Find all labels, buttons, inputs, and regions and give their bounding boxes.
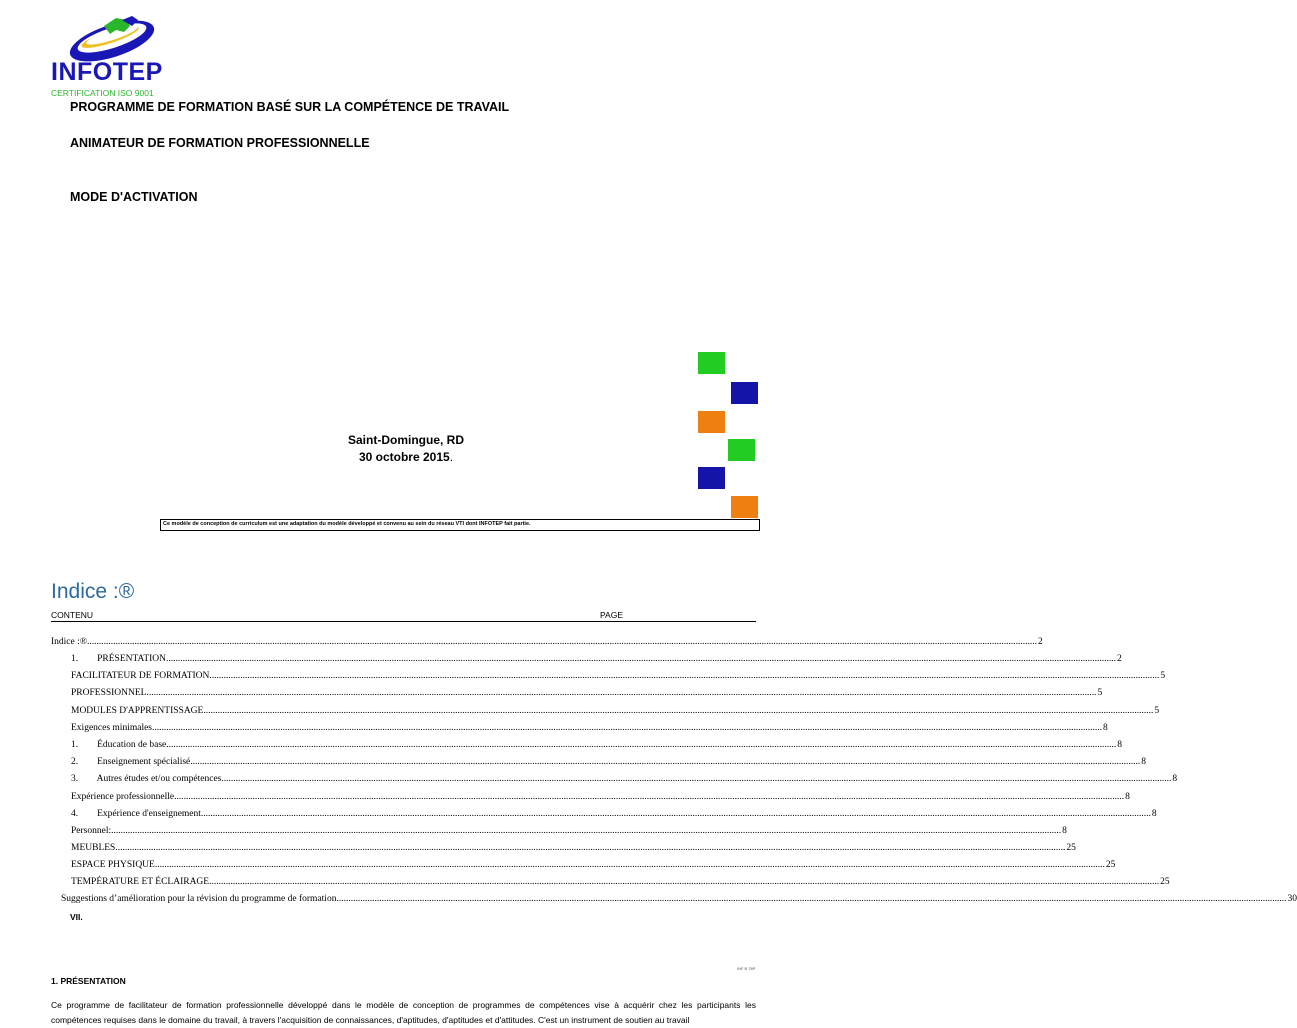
toc-label: 1. Éducation de base bbox=[71, 740, 167, 750]
toc-leader: ................................................................................................................................................................................................................................................................................................................................................................................................................ bbox=[203, 706, 1154, 716]
toc-label: FACILITATEUR DE FORMATION bbox=[71, 671, 210, 681]
column-page-header: PAGE bbox=[600, 610, 623, 620]
toc-label: Personnel: bbox=[71, 826, 112, 836]
toc-label: 4. Expérience d'enseignement bbox=[71, 809, 201, 819]
toc-page: 8 bbox=[1125, 792, 1130, 802]
toc-leader: ................................................................................................................................................................................................................................................................................................................................................................................................................ bbox=[115, 843, 1066, 853]
toc-leader: ................................................................................................................................................................................................................................................................................................................................................................................................................ bbox=[111, 826, 1062, 836]
toc-page: 8 bbox=[1062, 826, 1067, 836]
toc-leader: ................................................................................................................................................................................................................................................................................................................................................................................................................ bbox=[152, 723, 1102, 733]
toc-leader: ................................................................................................................................................................................................................................................................................................................................................................................................................ bbox=[190, 757, 1141, 767]
toc-label: MODULES D'APPRENTISSAGE bbox=[71, 706, 204, 716]
toc-label: TEMPÉRATURE ET ÉCLAIRAGE bbox=[71, 877, 210, 887]
toc-label: Indice :® bbox=[51, 637, 87, 647]
toc-page: 2 bbox=[1117, 654, 1122, 664]
toc-entry[interactable] bbox=[71, 792, 1130, 804]
toc-page: 2 bbox=[1037, 637, 1043, 647]
toc-page: 5 bbox=[1154, 706, 1160, 716]
toc-page: 25 bbox=[1160, 877, 1170, 887]
place: Saint-Domingue, RD bbox=[348, 433, 464, 447]
toc-trailing-numeral: VII. bbox=[70, 912, 83, 922]
toc-label: Expérience professionnelle bbox=[71, 792, 175, 802]
toc-entry[interactable] bbox=[71, 740, 1122, 752]
course-title: ANIMATEUR DE FORMATION PROFESSIONNELLE bbox=[70, 136, 370, 150]
decor-square-orange bbox=[698, 411, 725, 433]
toc-page: 25 bbox=[1105, 860, 1116, 870]
mode-title: MODE D'ACTIVATION bbox=[70, 190, 198, 204]
toc-page: 8 bbox=[1103, 723, 1108, 733]
toc-entry[interactable] bbox=[71, 826, 1067, 838]
toc-leader: ................................................................................................................................................................................................................................................................................................................................................................................................................ bbox=[86, 637, 1037, 647]
toc-label: Exigences minimales bbox=[71, 723, 152, 733]
toc-label: 3. Autres études et/ou compétences bbox=[71, 774, 222, 784]
toc-page: 5 bbox=[1097, 688, 1103, 698]
toc-label: Suggestions d’amélioration pour la révision du programme de formation bbox=[61, 894, 337, 904]
certification-label: CERTIFICATION ISO 9001 bbox=[51, 88, 154, 98]
toc-entry[interactable] bbox=[71, 809, 1157, 821]
index-title: Indice :® bbox=[51, 580, 135, 603]
toc-entry[interactable] bbox=[71, 706, 1160, 718]
toc-leader: ................................................................................................................................................................................................................................................................................................................................................................................................................ bbox=[154, 860, 1105, 870]
toc-entry[interactable] bbox=[71, 860, 1116, 872]
section-paragraph: Ce programme de facilitateur de formation professionnelle développé dans le modèle de conception de programmes de compétences vise à acquérir chez les participants les compétences requises dans le domaine du travail, à travers l'acquisition de connaissances, d'aptitudes, d'aptitudes et d'attitudes. C'est un instrument de soutien au travail bbox=[51, 1000, 756, 1025]
corner-mark: INF B 78P bbox=[737, 966, 756, 971]
date: 30 octobre 2015 bbox=[358, 450, 450, 464]
toc-leader: ................................................................................................................................................................................................................................................................................................................................................................................................................ bbox=[146, 688, 1097, 698]
toc-entry[interactable] bbox=[61, 894, 1297, 906]
brand-name: INFOTEP bbox=[51, 58, 163, 86]
toc-page: 5 bbox=[1160, 671, 1166, 681]
decor-square-blue bbox=[698, 467, 725, 489]
toc-entry[interactable] bbox=[71, 688, 1103, 700]
adaptation-note: Ce modèle de conception de curriculum est une adaptation du modèle développé et convenu au sein du réseau VTI dont INFOTEP fait partie. bbox=[160, 519, 760, 531]
toc-label: 1. PRÉSENTATION bbox=[71, 654, 167, 664]
toc-page: 8 bbox=[1141, 757, 1146, 767]
toc-entry[interactable] bbox=[71, 757, 1146, 769]
toc-entry[interactable] bbox=[71, 774, 1178, 786]
toc-page: 8 bbox=[1151, 809, 1157, 819]
column-content-header: CONTENU bbox=[51, 610, 94, 620]
toc-leader: ................................................................................................................................................................................................................................................................................................................................................................................................................ bbox=[166, 654, 1117, 664]
toc-page: 30 bbox=[1287, 894, 1297, 904]
toc-leader: ................................................................................................................................................................................................................................................................................................................................................................................................................ bbox=[221, 774, 1172, 784]
toc-entry[interactable] bbox=[71, 723, 1108, 735]
toc-leader: ................................................................................................................................................................................................................................................................................................................................................................................................................ bbox=[209, 671, 1160, 681]
date-suffix: . bbox=[449, 450, 454, 464]
toc-page: 8 bbox=[1117, 740, 1122, 750]
toc-leader: ................................................................................................................................................................................................................................................................................................................................................................................................................ bbox=[336, 894, 1287, 904]
decor-square-blue bbox=[731, 382, 758, 404]
toc-leader: ................................................................................................................................................................................................................................................................................................................................................................................................................ bbox=[174, 792, 1125, 802]
toc-leader: ................................................................................................................................................................................................................................................................................................................................................................................................................ bbox=[200, 809, 1151, 819]
toc-entry[interactable] bbox=[51, 637, 1043, 649]
toc-leader: ................................................................................................................................................................................................................................................................................................................................................................................................................ bbox=[209, 877, 1160, 887]
header-divider bbox=[51, 621, 756, 622]
toc-entry[interactable] bbox=[71, 843, 1076, 855]
decor-square-green bbox=[698, 352, 725, 374]
toc-entry[interactable] bbox=[71, 877, 1170, 889]
decor-square-orange bbox=[731, 496, 758, 518]
toc-label: PROFESSIONNEL bbox=[71, 688, 147, 698]
toc-leader: ................................................................................................................................................................................................................................................................................................................................................................................................................ bbox=[166, 740, 1117, 750]
toc-page: 8 bbox=[1172, 774, 1178, 784]
toc-label: 2. Enseignement spécialisé bbox=[71, 757, 191, 767]
toc-label: ESPACE PHYSIQUE bbox=[71, 860, 155, 870]
program-title: PROGRAMME DE FORMATION BASÉ SUR LA COMPÉTENCE DE TRAVAIL bbox=[70, 100, 510, 114]
toc-entry[interactable] bbox=[71, 654, 1122, 666]
section-heading: 1. PRÉSENTATION bbox=[51, 976, 126, 986]
toc-label: MEUBLES bbox=[71, 843, 116, 853]
infotep-logo bbox=[66, 8, 162, 64]
toc-page: 25 bbox=[1066, 843, 1076, 853]
date-line bbox=[0, 450, 812, 464]
toc-entry[interactable] bbox=[71, 671, 1166, 683]
